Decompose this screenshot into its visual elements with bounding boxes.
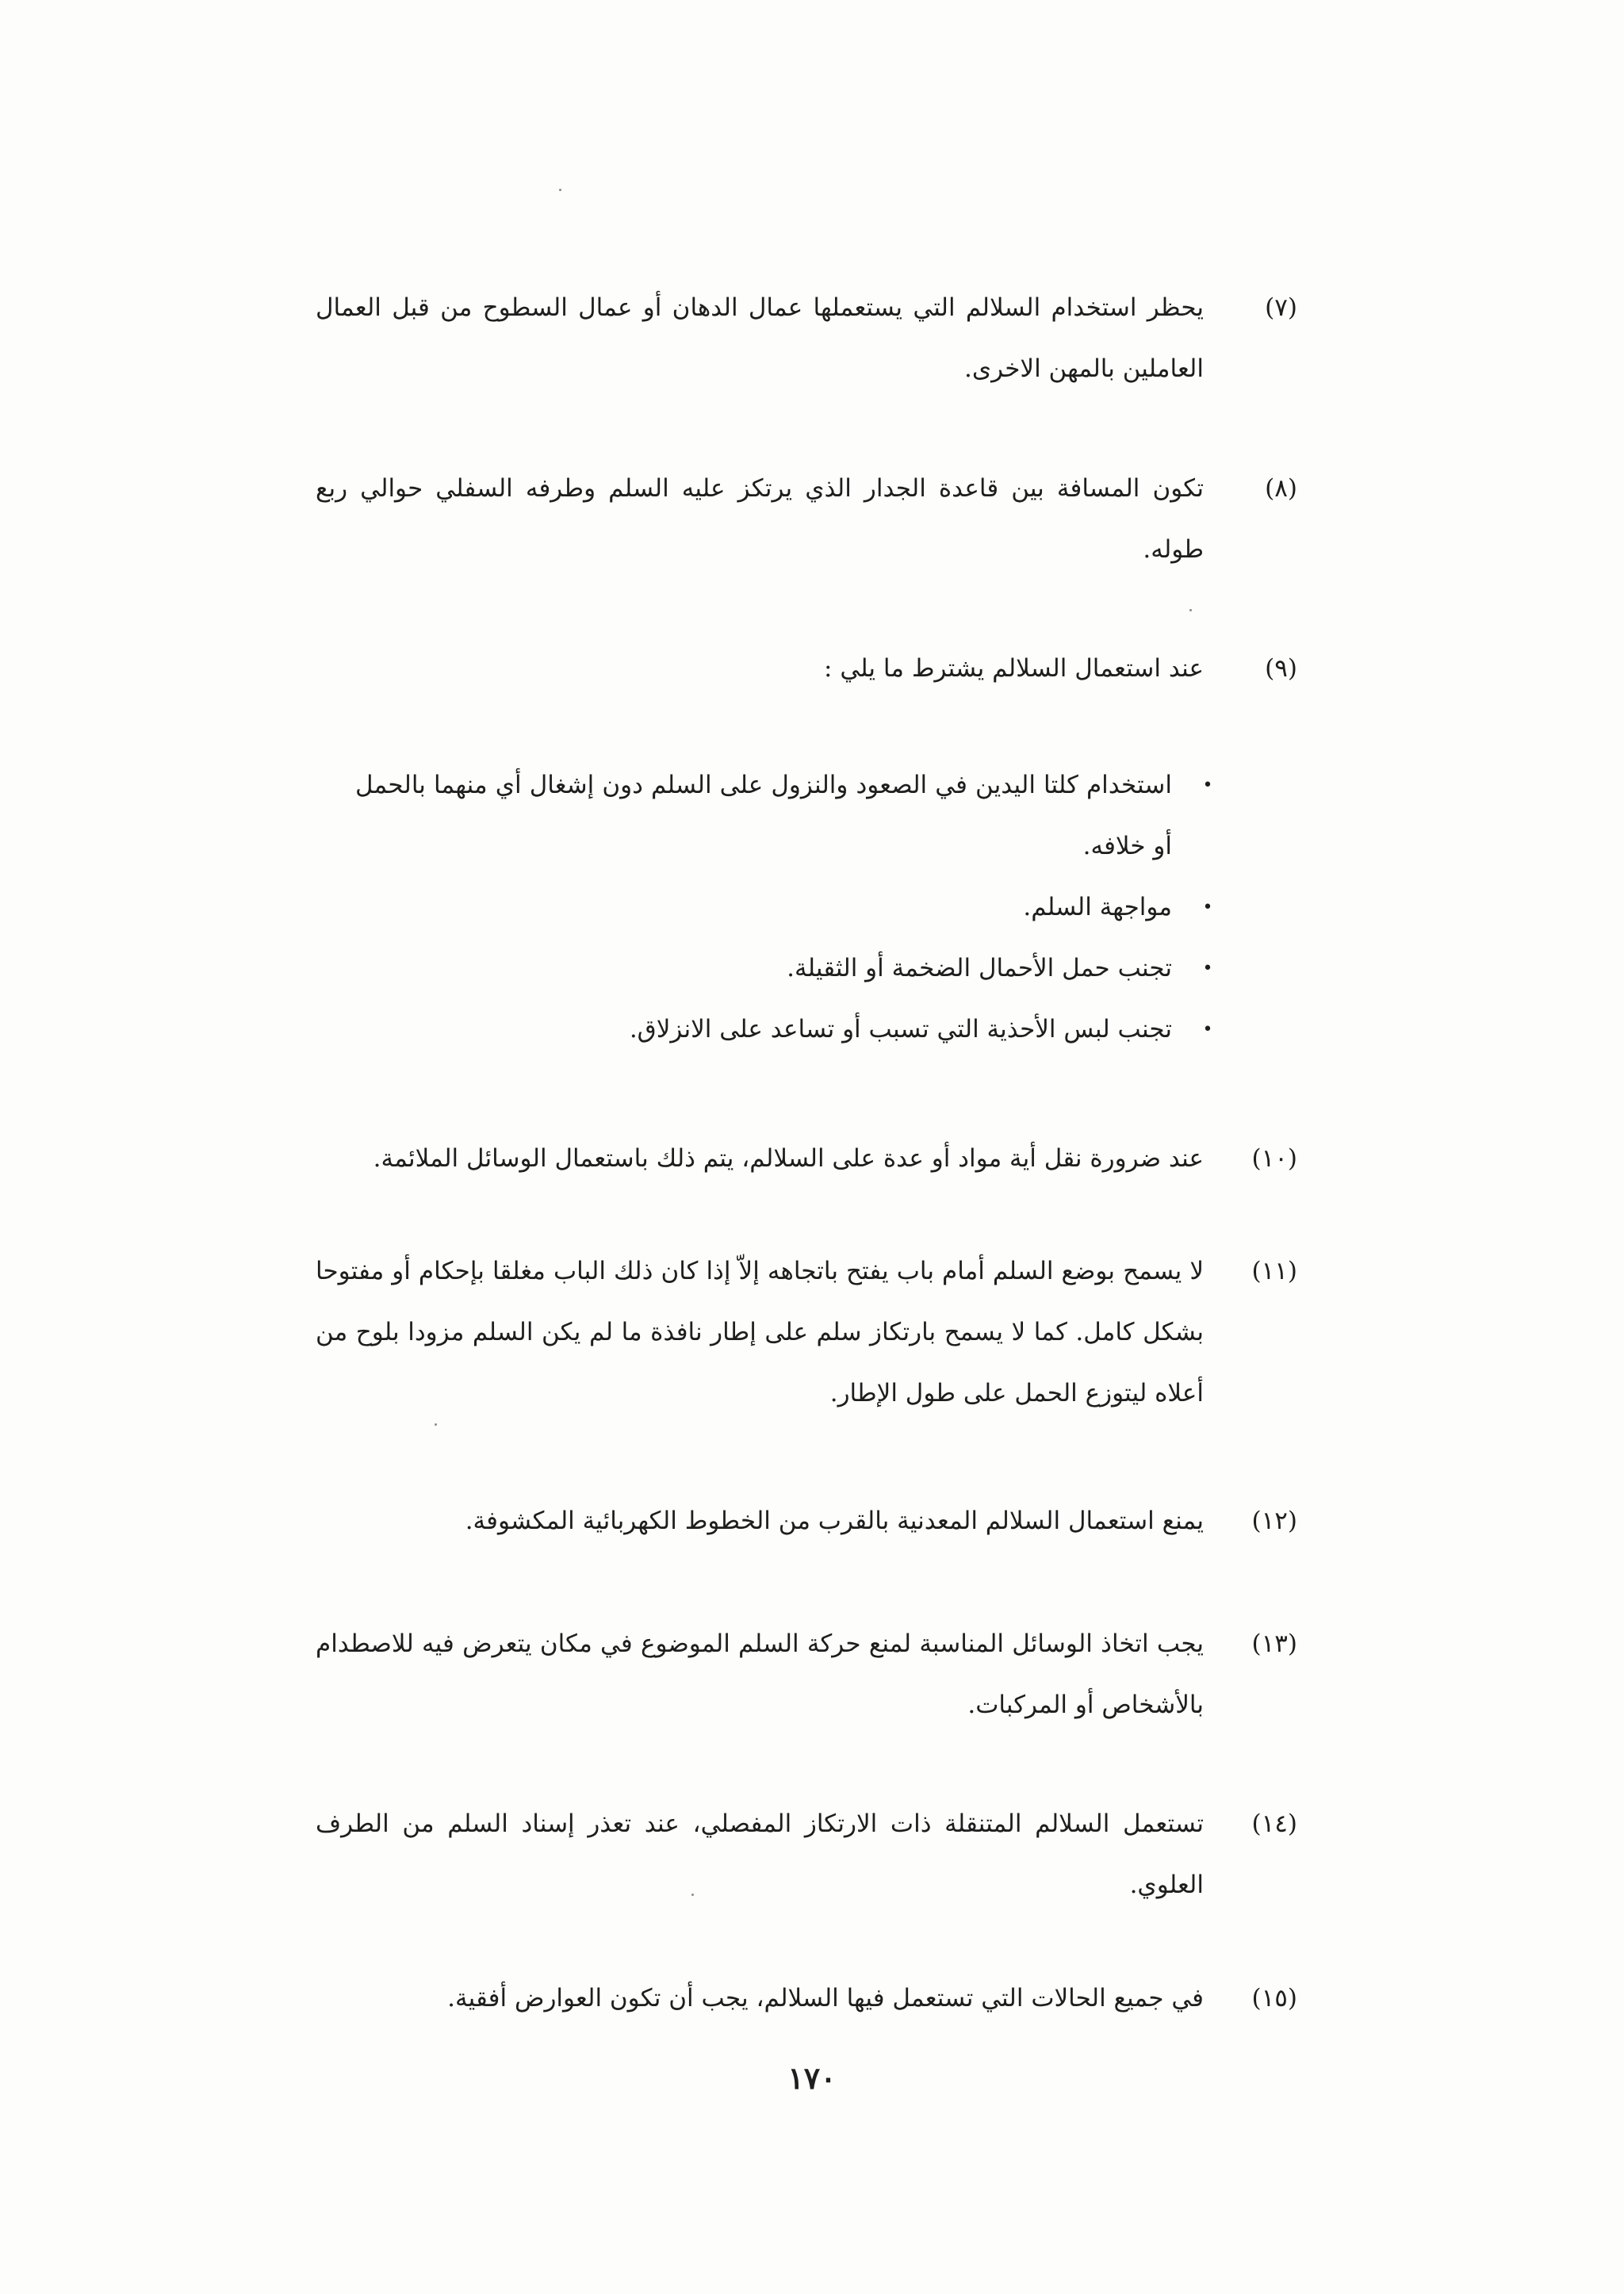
list-item-text: تجنب لبس الأحذية التي تسبب أو تساعد على الانزلاق. <box>629 1015 1172 1044</box>
scan-speck <box>559 189 561 191</box>
clause-text: لا يسمح بوضع السلم أمام باب يفتح باتجاهه إلاّ إذا كان ذلك الباب مغلقا بإحكام أو مفتوحا بشكل كامل. كما لا يسمح بارتكاز سلم على إطار نافذة ما لم يكن السلم مزودا بلوح من أعلاه ليتوزع الحمل على طول الإطار. <box>316 1257 1204 1407</box>
clause-11 <box>316 1241 1297 1424</box>
list-item-text: استخدام كلتا اليدين في الصعود والنزول على السلم دون إشغال أي منهما بالحمل أو خلافه. <box>355 771 1172 860</box>
clause-number: (١٠) <box>1251 1144 1297 1173</box>
list-item <box>355 938 1213 999</box>
page-number: ١٧٠ <box>787 2060 837 2096</box>
bullet-marker: • <box>1202 959 1213 978</box>
clause-7 <box>316 278 1297 400</box>
clause-number: (١٥) <box>1251 1984 1297 2013</box>
clause-number: (١١) <box>1251 1257 1297 1285</box>
clause-text: تستعمل السلالم المتنقلة ذات الارتكاز المفصلي، عند تعذر إسناد السلم من الطرف العلوي. <box>316 1810 1204 1899</box>
clause-number: (٨) <box>1265 474 1297 503</box>
bullet-marker: • <box>1202 776 1213 795</box>
list-item <box>355 877 1213 938</box>
clause-number: (٩) <box>1265 654 1297 683</box>
scan-speck <box>1189 609 1192 611</box>
clause-number: (١٢) <box>1251 1507 1297 1535</box>
list-item-text: مواجهة السلم. <box>1023 893 1172 921</box>
list-item-text: تجنب حمل الأحمال الضخمة أو الثقيلة. <box>787 954 1172 982</box>
clause-10 <box>316 1128 1297 1189</box>
conditions-list <box>355 755 1213 1060</box>
clause-8 <box>316 458 1297 580</box>
clause-number: (١٤) <box>1251 1810 1297 1838</box>
bullet-marker: • <box>1202 1020 1213 1040</box>
clause-number: (١٣) <box>1251 1630 1297 1658</box>
clause-text: يمنع استعمال السلالم المعدنية بالقرب من الخطوط الكهربائية المكشوفة. <box>465 1507 1204 1535</box>
clause-number: (٧) <box>1265 293 1297 322</box>
clause-12 <box>316 1491 1297 1552</box>
bullet-marker: • <box>1202 898 1213 917</box>
clause-14 <box>316 1794 1297 1916</box>
list-item <box>355 999 1213 1060</box>
clause-text: يحظر استخدام السلالم التي يستعملها عمال الدهان أو عمال السطوح من قبل العمال العاملين بالمهن الاخرى. <box>316 293 1204 383</box>
clause-text: في جميع الحالات التي تستعمل فيها السلالم، يجب أن تكون العوارض أفقية. <box>447 1984 1204 2013</box>
clause-text: عند استعمال السلالم يشترط ما يلي : <box>824 654 1204 683</box>
clause-9 <box>316 638 1297 699</box>
list-item <box>355 755 1213 877</box>
clause-text: تكون المسافة بين قاعدة الجدار الذي يرتكز عليه السلم وطرفه السفلي حوالي ربع طوله. <box>316 474 1204 564</box>
clause-15 <box>316 1968 1297 2029</box>
clause-text: يجب اتخاذ الوسائل المناسبة لمنع حركة السلم الموضوع في مكان يتعرض فيه للاصطدام بالأشخاص أو المركبات. <box>316 1630 1204 1719</box>
clause-text: عند ضرورة نقل أية مواد أو عدة على السلالم، يتم ذلك باستعمال الوسائل الملائمة. <box>373 1144 1204 1173</box>
clause-13 <box>316 1614 1297 1736</box>
